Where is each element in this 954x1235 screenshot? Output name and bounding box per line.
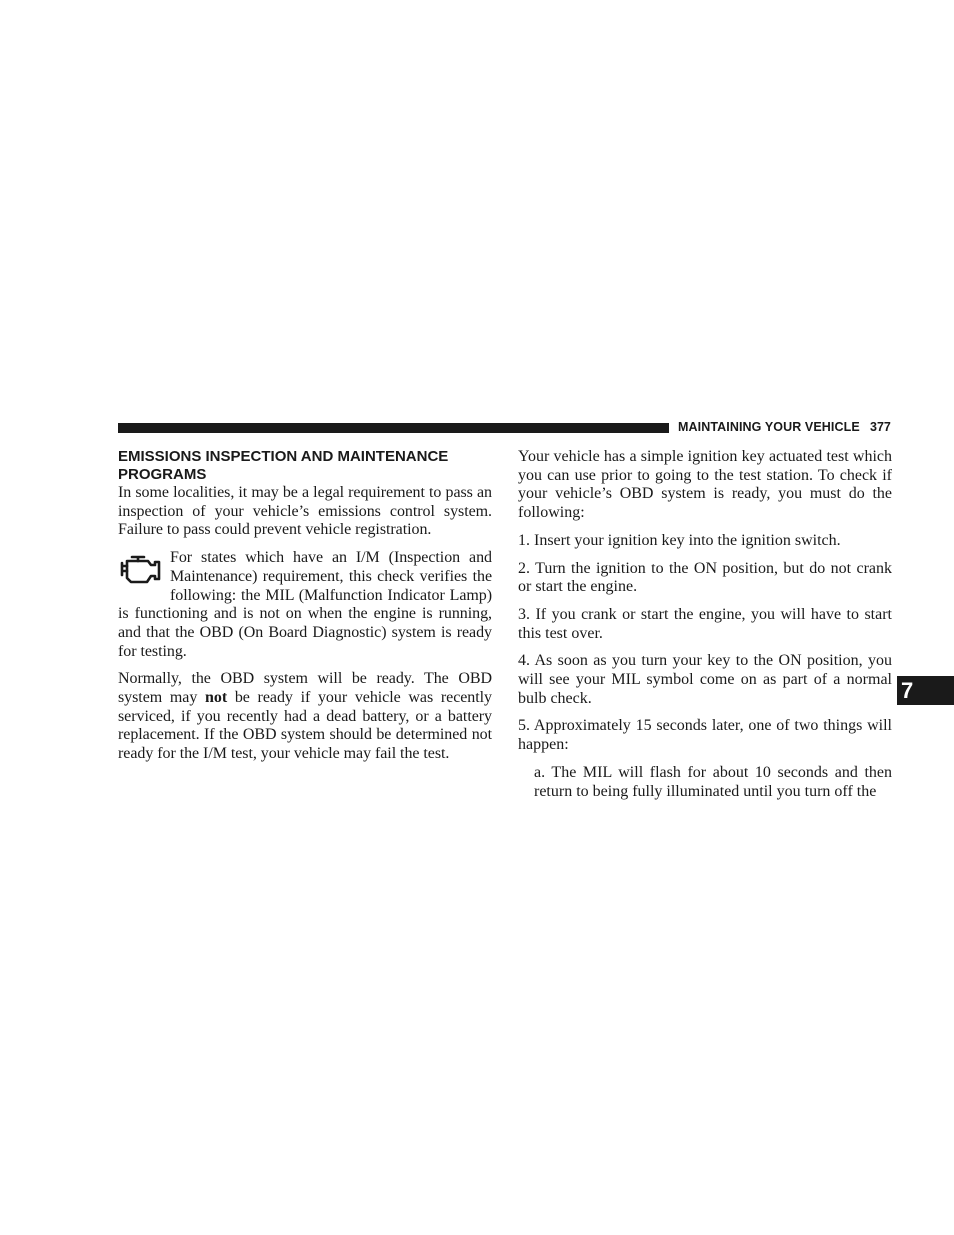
- left-column: [118, 448, 492, 773]
- step-item: 5. Approximately 15 seconds later, one of two things will happen:: [518, 717, 892, 754]
- substep-item: a. The MIL will flash for about 10 seconds and then return to being fully illuminated until you turn off the: [534, 763, 892, 800]
- obd-text-end: be ready if your vehicle was recently serviced, if you recently had a dead battery, or a battery replacement. If the OBD system should be determined not ready for the I/M test, your vehicle may fail the test.: [118, 689, 492, 763]
- obd-text-emphasis: not: [205, 689, 228, 707]
- section-heading: EMISSIONS INSPECTION AND MAINTENANCE PROGRAMS: [118, 448, 449, 483]
- obd-paragraph: [118, 670, 492, 764]
- page-number: 377: [870, 420, 891, 434]
- right-column: [518, 448, 892, 810]
- header-rule: [118, 423, 669, 433]
- mil-paragraph-block: [118, 549, 492, 661]
- step-item: 3. If you crank or start the engine, you will have to start this test over.: [518, 605, 892, 642]
- chapter-tab: 7: [897, 676, 954, 705]
- intro-paragraph: In some localities, it may be a legal requirement to pass an inspection of your vehicle’s emissions control system. Failure to pass could prevent vehicle registration.: [118, 484, 492, 539]
- mil-paragraph: For states which have an I/M (Inspection and Maintenance) requirement, this check verifies the following: the MIL (Malfunction Indicator Lamp) is functioning and is not on when the engine is running, and that the OBD (On Board Diagnostic) system is ready for testing.: [118, 549, 492, 660]
- obd-text-start: Normally, the OBD system will be ready. The OBD system may: [118, 670, 492, 707]
- step-item: 1. Insert your ignition key into the ignition switch.: [518, 531, 841, 549]
- test-intro-paragraph: Your vehicle has a simple ignition key actuated test which you can use prior to going to the test station. To check if your vehicle’s OBD system is ready, you must do the following:: [518, 448, 892, 522]
- step-item: 2. Turn the ignition to the ON position, but do not crank or start the engine.: [518, 559, 892, 596]
- step-item: 4. As soon as you turn your key to the ON position, you will see your MIL symbol come on as part of a normal bulb check.: [518, 652, 892, 707]
- check-engine-icon: [118, 553, 162, 587]
- section-title: MAINTAINING YOUR VEHICLE: [678, 420, 860, 434]
